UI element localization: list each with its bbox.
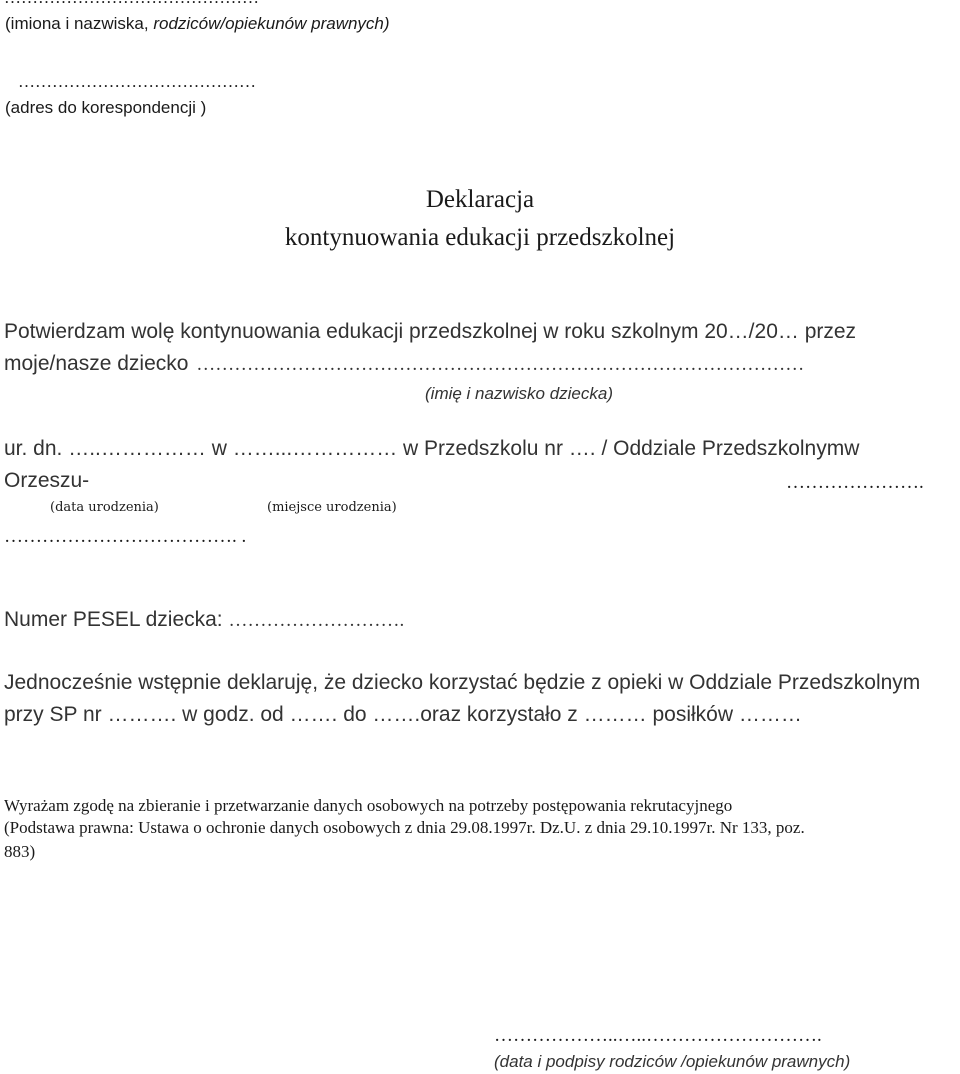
- city-name: Orzeszu-: [4, 469, 90, 492]
- consent-line-2: (Podstawa prawna: Ustawa o ochronie danych osobowych z dnia 29.08.1997r. Dz.U. z dnia 29.10.1997r. Nr 133, poz.: [4, 818, 805, 837]
- page-title: Deklaracja: [425, 186, 535, 213]
- declaration-line-2: przy SP nr ………. w godz. od ……. do …….oraz korzystało z ……… posiłków ………: [4, 703, 802, 726]
- confirmation-line-1: Potwierdzam wolę kontynuowania edukacji przedszkolnej w roku szkolnym 20…/20… przez: [4, 320, 857, 343]
- birth-date-label: (data urodzenia): [50, 500, 159, 515]
- consent-line-3: 883): [4, 842, 36, 861]
- child-name-label: (imię i nazwisko dziecka): [425, 384, 613, 403]
- address-label: (adres do korespondencji ): [5, 98, 207, 117]
- parents-names-label-prefix: (imiona i nazwiska,: [5, 14, 154, 33]
- page-subtitle: kontynuowania edukacji przedszkolnej: [284, 224, 676, 251]
- parents-names-dots: [4, 0, 259, 8]
- address-dots: ……………………………………: [18, 72, 256, 91]
- signature-dots: ………………..…..……………………….: [494, 1025, 822, 1046]
- signature-label: (data i podpisy rodziców /opiekunów prawnych): [494, 1052, 851, 1071]
- child-name-dots: ……………………………………………………………………………………: [196, 354, 805, 375]
- birth-trailing-dots: ………………………………. .: [4, 526, 247, 547]
- confirmation-line-2: [4, 352, 804, 376]
- pesel-label: Numer PESEL dziecka:: [4, 608, 223, 631]
- city-right-dots: ………………….: [786, 472, 924, 493]
- parents-names-label: [5, 14, 390, 34]
- birth-line: ur. dn. …..…………… w ……...…………… w Przedszkolu nr …. / Oddziale Przedszkolnymw: [4, 437, 860, 460]
- consent-line-1: Wyrażam zgodę na zbieranie i przetwarzanie danych osobowych na potrzeby postępowania rekrutacyjnego: [4, 796, 733, 815]
- parents-names-label-italic: rodziców/opiekunów prawnych): [153, 14, 390, 33]
- confirmation-line-2-text: moje/nasze dziecko: [4, 352, 189, 375]
- pesel-line: [4, 608, 404, 632]
- declaration-line-1: Jednocześnie wstępnie deklaruję, że dziecko korzystać będzie z opieki w Oddziale Przedszkolnym: [4, 671, 921, 694]
- pesel-dots: ……………………….: [228, 610, 405, 631]
- birth-place-label: (miejsce urodzenia): [267, 500, 397, 515]
